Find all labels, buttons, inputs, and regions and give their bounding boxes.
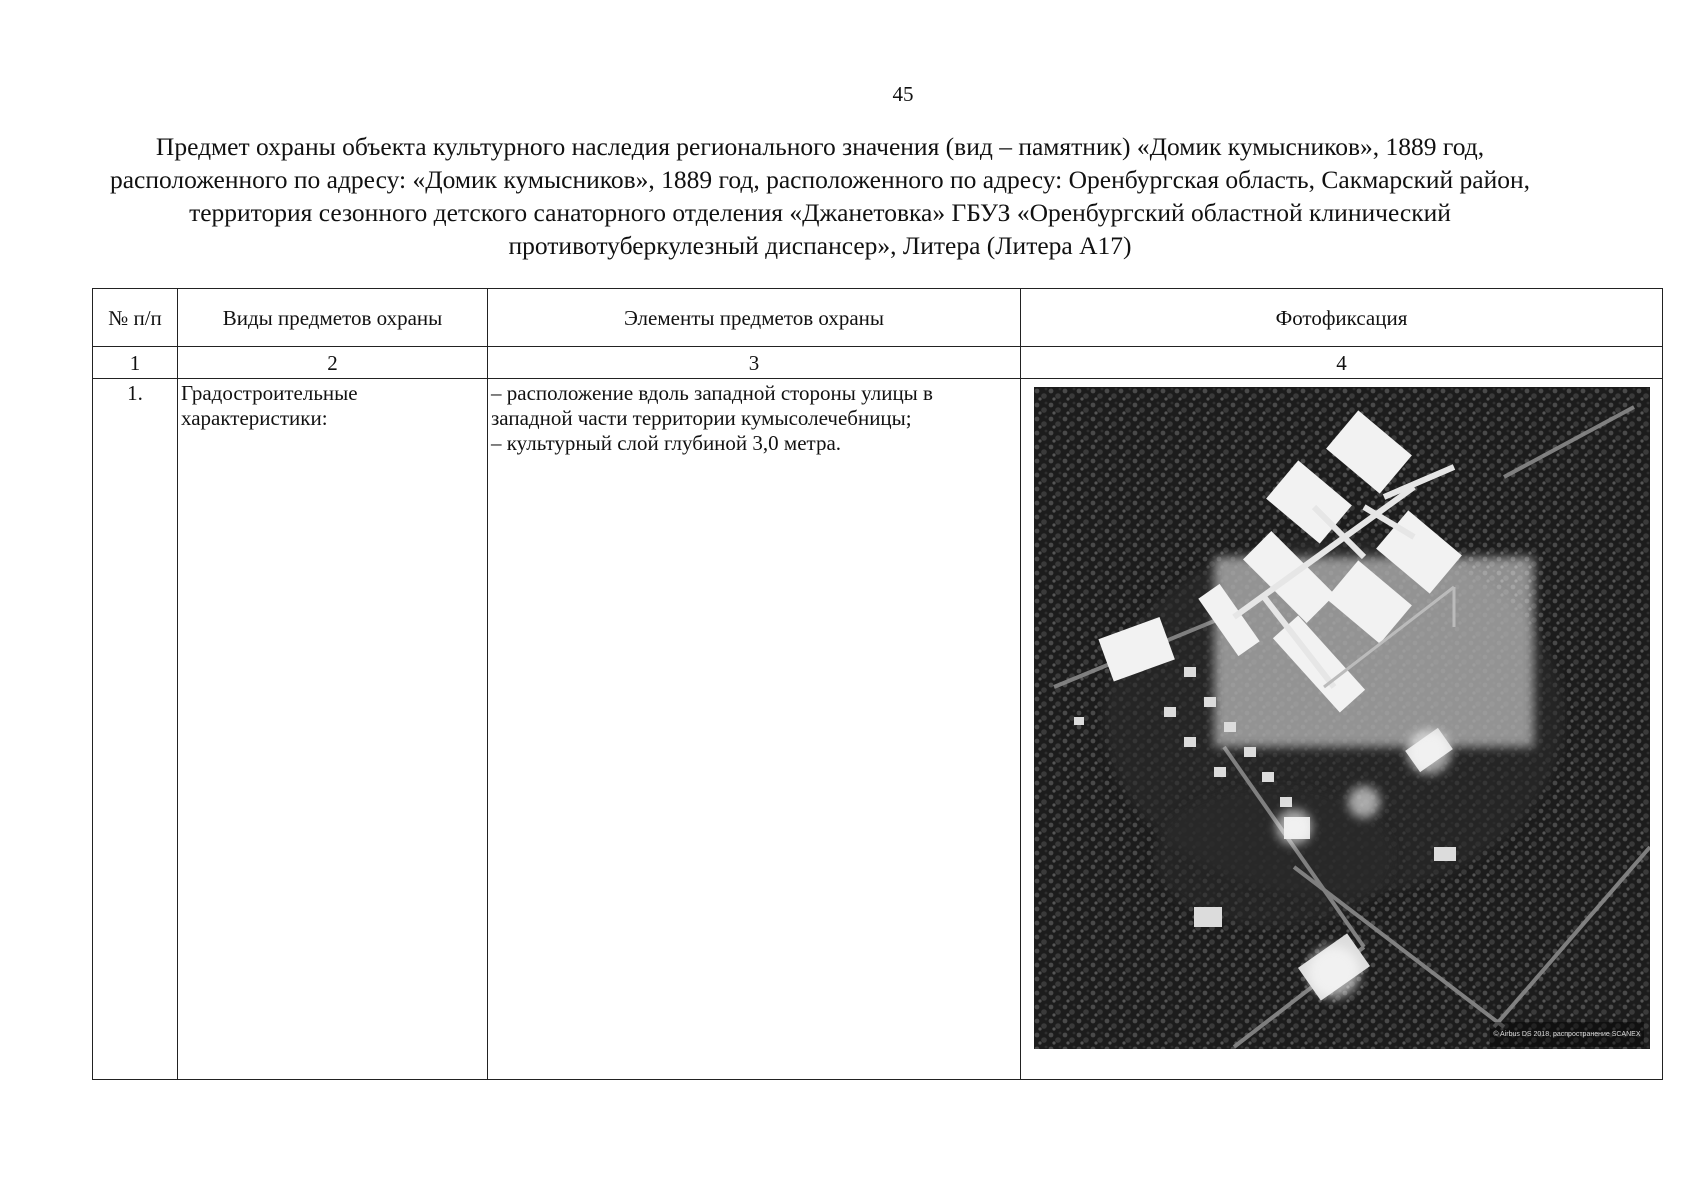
column-number: 2	[178, 347, 488, 379]
header-types: Виды предметов охраны	[178, 289, 488, 347]
row-number: 1.	[93, 379, 178, 1080]
header-elements: Элементы предметов охраны	[488, 289, 1021, 347]
element-item: – расположение вдоль западной стороны улицы в западной части территории кумысолечебницы;	[491, 381, 933, 430]
photo-cell	[1021, 379, 1663, 1080]
column-number-row	[93, 347, 1663, 379]
protection-type: Градостроительные характеристики:	[178, 379, 488, 1080]
column-number: 3	[488, 347, 1021, 379]
satellite-photo	[1034, 387, 1650, 1049]
table-header-row	[93, 289, 1663, 347]
protection-elements	[488, 379, 1021, 1080]
document-title: Предмет охраны объекта культурного наследия регионального значения (вид – памятник) «Домик кумысников», 1889 год, расположенного по адресу: «Домик кумысников», 1889 год, расположенного по адресу: Оренбургская область, Сакмарский район, территория сезонного детского санаторного отделения «Джанетовка» ГБУЗ «Оренбургский областной клинический противотуберкулезный диспансер», Литера (Литера А17)	[109, 132, 1531, 260]
column-number: 1	[93, 347, 178, 379]
protection-table	[92, 288, 1663, 1080]
header-photo: Фотофиксация	[1021, 289, 1663, 347]
satellite-image-graphic	[1034, 387, 1650, 1049]
page-number: 45	[892, 82, 914, 106]
header-no: № п/п	[93, 289, 178, 347]
column-number: 4	[1021, 347, 1663, 379]
element-item: – культурный слой глубиной 3,0 метра.	[491, 431, 842, 455]
photo-credit: © Airbus DS 2018, распространение SCANEX	[1490, 1022, 1643, 1047]
table-row	[93, 379, 1663, 1080]
